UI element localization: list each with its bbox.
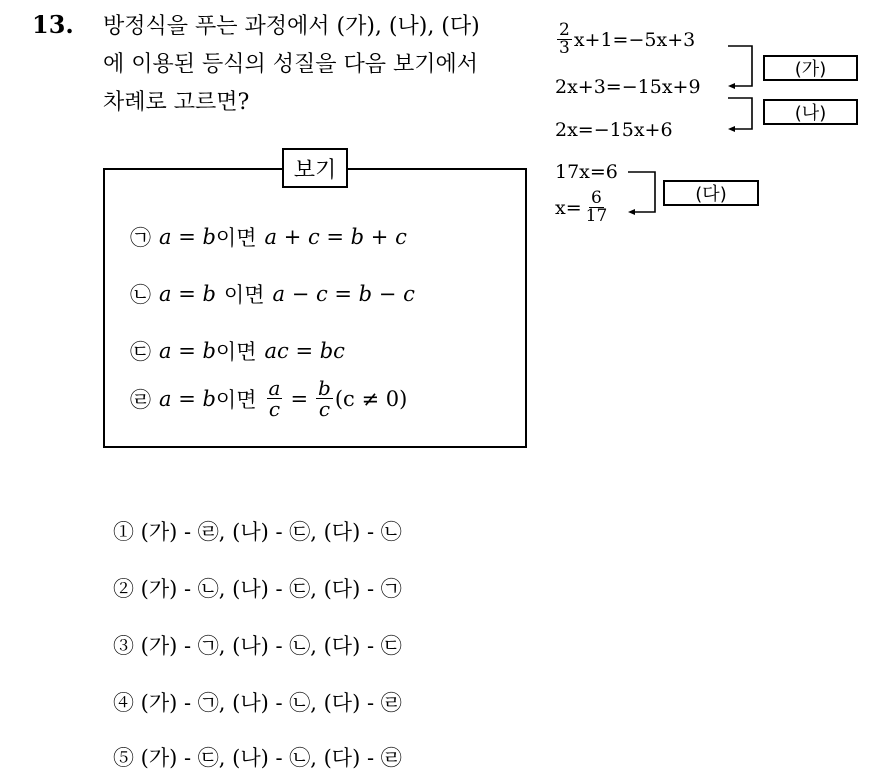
property-result: a + c = b + c — [264, 225, 407, 249]
step-label-na: (나) — [763, 99, 858, 125]
answer-choice-3[interactable]: ③ (가) - ㉠, (나) - ㉡, (다) - ㉢ — [113, 634, 402, 658]
property-condition: a = b — [159, 339, 216, 363]
question-text-line-3: 차례로 고르면? — [103, 90, 250, 115]
property-item-2 — [130, 279, 415, 309]
equation-step-2: 2x+3=−15x+9 — [555, 76, 701, 98]
fraction-six-seventeenths: $\frac{6}{17}$ — [585, 188, 608, 226]
question-number: 13. — [32, 10, 74, 39]
property-condition: a = b — [159, 386, 216, 411]
question-text-line-1: 방정식을 푸는 과정에서 (가), (나), (다) — [103, 14, 480, 39]
property-marker: ㉠ — [130, 226, 151, 250]
arrow-head-ga — [728, 83, 735, 89]
property-connector: 이면 — [223, 283, 265, 307]
answer-choice-2[interactable]: ② (가) - ㉡, (나) - ㉢, (다) - ㉠ — [113, 577, 402, 601]
property-condition: a = b — [159, 282, 216, 306]
arrow-step-da — [628, 172, 655, 212]
property-connector: 이면 — [215, 226, 257, 250]
equation-step-1: $\frac{2}{3}$ x+1=−5x+3 — [559, 20, 696, 58]
question-text-line-2: 에 이용된 등식의 성질을 다음 보기에서 — [103, 52, 478, 77]
arrow-step-ga — [728, 46, 752, 86]
property-connector: 이면 — [215, 340, 257, 364]
fraction-two-thirds: $\frac{2}{3}$ — [559, 20, 570, 58]
property-item-3 — [130, 336, 345, 366]
answer-choice-5[interactable]: ⑤ (가) - ㉢, (나) - ㉡, (다) - ㉣ — [113, 746, 402, 770]
arrow-head-da — [628, 209, 635, 215]
property-connector: 이면 — [215, 387, 257, 412]
arrow-step-na — [728, 98, 752, 129]
example-box-title: 보기 — [282, 148, 348, 188]
fraction-b-over-c: $\frac{b}{c}$ — [318, 376, 331, 421]
property-result: a − c = b − c — [272, 282, 415, 306]
arrow-head-na — [728, 126, 735, 132]
property-condition-note: (c ≠ 0) — [334, 386, 408, 411]
property-marker: ㉢ — [130, 340, 151, 364]
step-label-ga: (가) — [763, 55, 858, 81]
equation-step-3: 2x=−15x+6 — [555, 119, 673, 141]
fraction-a-over-c: $\frac{a}{c}$ — [268, 376, 281, 421]
equation-step-5: x= $\frac{6}{17}$ — [555, 188, 608, 226]
property-marker: ㉣ — [130, 387, 151, 412]
equation-step-4: 17x=6 — [555, 161, 618, 183]
property-item-4: ㉣ a = b 이면 $\frac{a}{c}$ = $\frac{b}{c}$ (c ≠ 0) — [130, 376, 408, 421]
answer-choice-1[interactable]: ① (가) - ㉣, (나) - ㉢, (다) - ㉡ — [113, 520, 402, 544]
step-label-da: (다) — [663, 180, 759, 206]
property-marker: ㉡ — [130, 283, 151, 307]
property-result: ac = bc — [264, 339, 345, 363]
answer-choice-4[interactable]: ④ (가) - ㉠, (나) - ㉡, (다) - ㉣ — [113, 691, 402, 715]
property-condition: a = b — [159, 225, 216, 249]
step-arrows — [0, 0, 884, 260]
